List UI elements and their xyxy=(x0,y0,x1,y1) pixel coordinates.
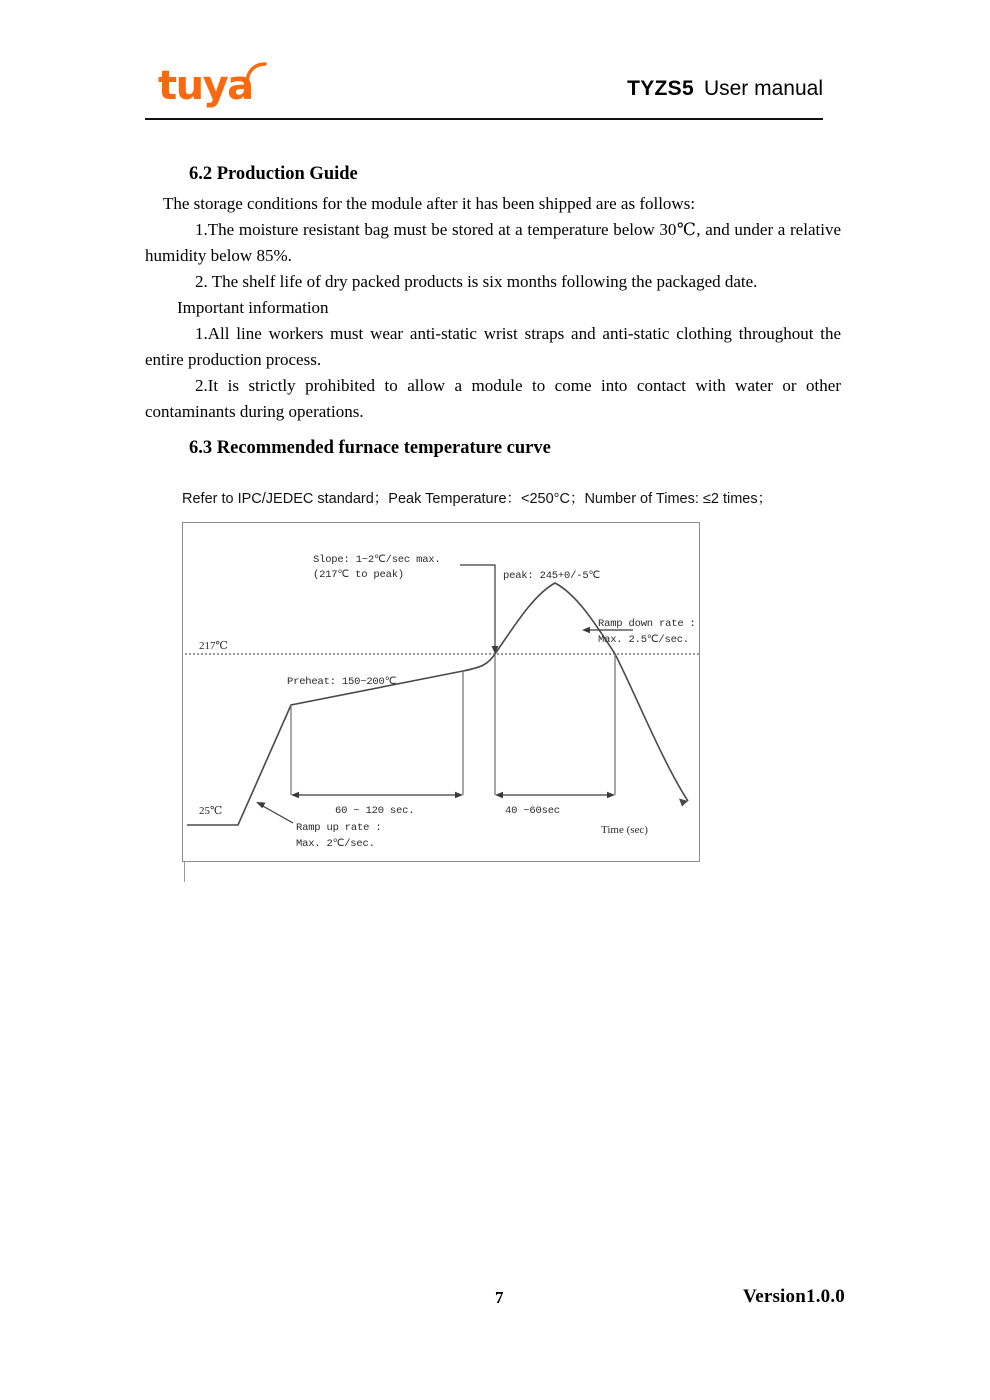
paragraph-important-information-heading: Important information xyxy=(177,298,329,317)
heading-6-3-furnace-curve: 6.3 Recommended furnace temperature curve xyxy=(189,438,551,458)
document-version: Version1.0.0 xyxy=(743,1286,845,1307)
annotation-ramp-down-rate-line-2: Max. 2.5℃/sec. xyxy=(598,634,689,646)
label-liquidus-temperature: 217℃ xyxy=(199,640,228,652)
paragraph-storage-item-2: 2. The shelf life of dry packed products is six months following the packaged date. xyxy=(195,272,758,291)
ramp-down-leader-arrowhead xyxy=(582,627,590,633)
label-start-temperature: 25℃ xyxy=(199,805,223,817)
page-content xyxy=(145,160,841,465)
annotation-peak-temperature: peak: 245+0/-5℃ xyxy=(503,570,601,582)
reflow-profile-plot xyxy=(183,523,701,863)
paragraph-storage-intro: The storage conditions for the module after it has been shipped are as follows: xyxy=(163,194,696,213)
paragraph-storage-item-1: 1.The moisture resistant bag must be stored at a temperature below 30℃, and under a relative humidity below 85%. xyxy=(145,220,841,265)
header-model-name: TYZS5 xyxy=(627,77,694,100)
dimension-preheat-duration: 60 ~ 120 sec. xyxy=(335,805,415,817)
page-header xyxy=(145,52,823,120)
reflow-arrow-left xyxy=(495,792,503,798)
furnace-temperature-curve-figure xyxy=(182,487,773,887)
header-title xyxy=(627,76,823,102)
preheat-arrow-right xyxy=(455,792,463,798)
dimension-reflow-duration: 40 ~60sec xyxy=(505,805,560,817)
annotation-slope-line-2: (217℃ to peak) xyxy=(313,569,404,581)
heading-6-2-production-guide: 6.2 Production Guide xyxy=(189,164,358,184)
reflow-profile-chart xyxy=(182,522,700,862)
slope-leader-line xyxy=(460,565,495,648)
figure-caption: Refer to IPC/JEDEC standard；Peak Temperature：<250°C；Number of Times: ≤2 times； xyxy=(182,491,773,507)
reflow-arrow-right xyxy=(607,792,615,798)
page-number: 7 xyxy=(495,1288,504,1307)
wifi-arc-icon xyxy=(244,62,270,86)
annotation-ramp-down-rate-line-1: Ramp down rate : xyxy=(598,618,696,630)
ramp-up-leader-line xyxy=(261,805,293,823)
tuya-logo xyxy=(158,60,278,112)
annotation-ramp-up-rate-line-1: Ramp up rate : xyxy=(296,822,382,834)
annotation-slope-line-1: Slope: 1~2℃/sec max. xyxy=(313,554,441,566)
axis-label-time: Time (sec) xyxy=(601,824,648,836)
annotation-preheat-range: Preheat: 150~200℃ xyxy=(287,676,397,688)
chart-left-tick xyxy=(184,862,185,882)
tuya-logo-wordmark: tuya xyxy=(158,63,253,109)
paragraph-important-item-2: 2.It is strictly prohibited to allow a module to come into contact with water or other contaminants during operations. xyxy=(145,376,841,421)
header-divider xyxy=(145,118,823,120)
page-footer xyxy=(145,1288,845,1318)
paragraph-important-item-1: 1.All line workers must wear anti-static wrist straps and anti-static clothing throughout the entire production process. xyxy=(145,324,841,369)
annotation-ramp-up-rate-line-2: Max. 2℃/sec. xyxy=(296,838,375,850)
header-doc-type: User manual xyxy=(703,77,823,100)
preheat-arrow-left xyxy=(291,792,299,798)
